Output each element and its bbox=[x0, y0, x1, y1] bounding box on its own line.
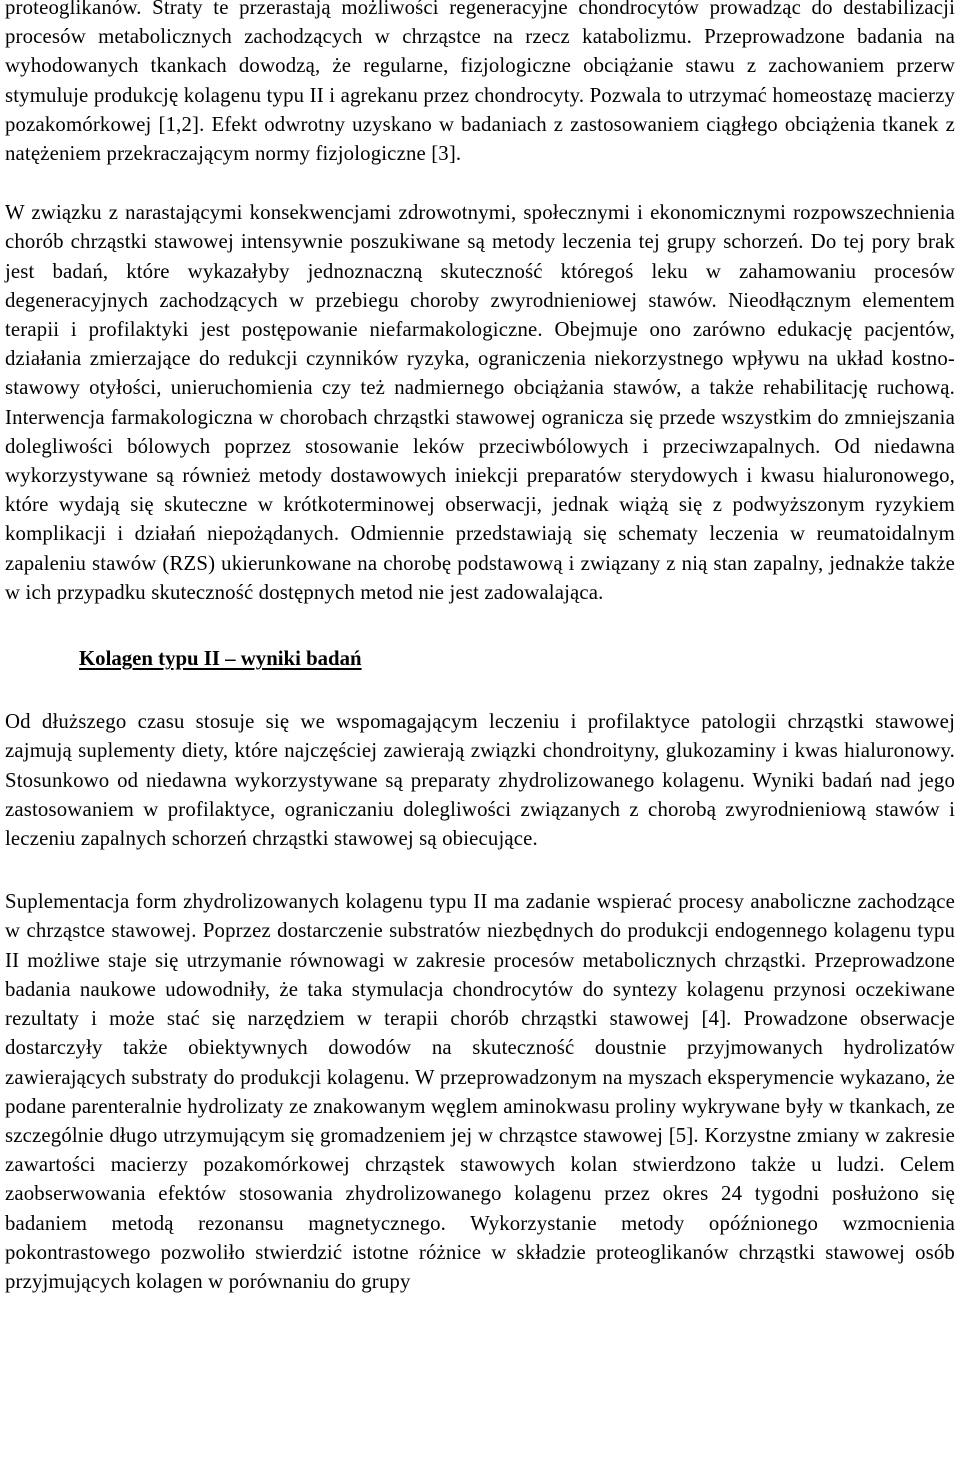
paragraph-supplements: Od dłuższego czasu stosuje się we wspomagającym leczeniu i profilaktyce patologii chrząstki stawowej zajmują suplementy diety, które najczęściej zawierają związki chondroityny, glukozaminy i kwas hialuronowy. Stosunkowo od niedawna wykorzystywane są preparaty zhydrolizowanego kolagenu. Wyniki badań nad jego zastosowaniem w profilaktyce, ograniczaniu dolegliwości związanych z chorobą zwyrodnieniową stawów i leczeniu zapalnych schorzeń chrząstki stawowej są obiecujące. bbox=[5, 710, 955, 851]
section-heading: Kolagen typu II – wyniki badań bbox=[79, 647, 362, 671]
paragraph-spacer bbox=[5, 673, 955, 707]
paragraph-spacer bbox=[5, 853, 955, 887]
paragraph-treatment-methods: W związku z narastającymi konsekwencjami zdrowotnymi, społecznymi i ekonomicznymi rozpowszechnienia chorób chrząstki stawowej intensywnie poszukiwane są metody leczenia tej grupy schorzeń. Do tej pory brak jest badań, które wykazałyby jednoznaczną skuteczność któregoś leku w zahamowaniu procesów degeneracyjnych zachodzących w przebiegu choroby zwyrodnieniowej stawów. Nieodłącznym elementem terapii i profilaktyki jest postępowanie niefarmakologiczne. Obejmuje ono zarówno edukację pacjentów, działania zmierzające do redukcji czynników ryzyka, ograniczenia niekorzystnego wpływu na układ kostno-stawowy otyłości, unieruchomienia czy też nadmiernego obciążania stawów, a także rehabilitację ruchową. Interwencja farmakologiczna w chorobach chrząstki stawowej ogranicza się przede wszystkim do zmniejszania dolegliwości bólowych poprzez stosowanie leków przeciwbólowych i przeciwzapalnych. Od niedawna wykorzystywane są również metody dostawowych iniekcji preparatów sterydowych i kwasu hialuronowego, które wydają się skuteczne w krótkoterminowej obserwacji, jednak wiążą się z podwyższonym ryzykiem komplikacji i działań niepożądanych. Odmiennie przedstawiają się schematy leczenia w reumatoidalnym zapaleniu stawów (RZS) ukierunkowane na chorobę podstawową i związany z nią stan zapalny, jednakże także w ich przypadku skuteczność dostępnych metod nie jest zadowalająca. bbox=[5, 201, 955, 604]
document-page bbox=[5, 0, 955, 1296]
paragraph-spacer bbox=[5, 168, 955, 198]
paragraph-spacer bbox=[5, 607, 955, 644]
paragraph-cartilage-loading: proteoglikanów. Straty te przerastają możliwości regeneracyjne chondrocytów prowadząc do destabilizacji procesów metabolicznych zachodzących w chrząstce na rzecz katabolizmu. Przeprowadzone badania na wyhodowanych tkankach dowodzą, że regularne, fizjologiczne obciążanie stawu z zachowaniem przerw stymuluje produkcję kolagenu typu II i agrekanu przez chondrocyty. Pozwala to utrzymać homeostazę macierzy pozakomórkowej [1,2]. Efekt odwrotny uzyskano w badaniach z zastosowaniem ciągłego obciążenia tkanek z natężeniem przekraczającym normy fizjologiczne [3]. bbox=[5, 0, 955, 166]
paragraph-collagen-supplementation: Suplementacja form zhydrolizowanych kolagenu typu II ma zadanie wspierać procesy anaboliczne zachodzące w chrząstce stawowej. Poprzez dostarczenie substratów niezbędnych do produkcji endogennego kolagenu typu II możliwe staje się utrzymanie równowagi w zakresie procesów metabolicznych chrząstki. Przeprowadzone badania naukowe udowodniły, że taka stymulacja chondrocytów do syntezy kolagenu przynosi oczekiwane rezultaty i może stać się narzędziem w terapii chorób chrząstki stawowej [4]. Prowadzone obserwacje dostarczyły także obiektywnych dowodów na skuteczność doustnie przyjmowanych hydrolizatów zawierających substraty do produkcji kolagenu. W przeprowadzonym na myszach eksperymencie wykazano, że podane parenteralnie hydrolizaty ze znakowanym węglem aminokwasu proliny wykrywane były w tkankach, ze szczególnie długo utrzymującym się gromadzeniem jej w chrząstce stawowej [5]. Korzystne zmiany w zakresie zawartości macierzy pozakomórkowej chrząstek stawowych kolan stwierdzono także u ludzi. Celem zaobserwowania efektów stosowania zhydrolizowanego kolagenu przez okres 24 tygodni posłużono się badaniem metodą rezonansu magnetycznego. Wykorzystanie metody opóźnionego wzmocnienia pokontrastowego pozwoliło stwierdzić istotne różnice w składzie proteoglikanów chrząstki stawowej osób przyjmujących kolagen w porównaniu do grupy bbox=[5, 890, 955, 1293]
